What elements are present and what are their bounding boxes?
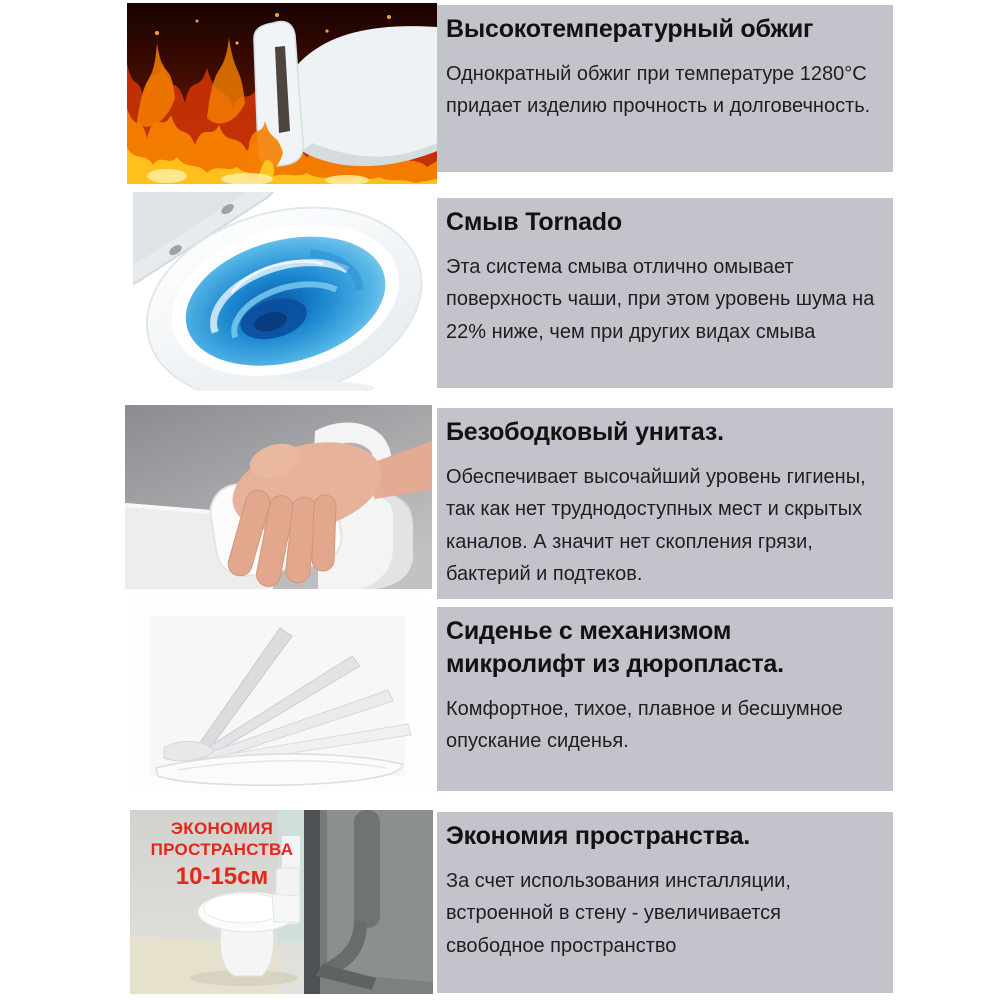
feature-panel-rimless: [437, 408, 893, 599]
feature-panel-space-saving: [437, 812, 893, 993]
feature-heading: Сиденье с механизмом микролифт из дюропласта.: [446, 617, 784, 678]
feature-body: Эта система смыва отлично омывает поверхность чаши, при этом уровень шума на 22% ниже, чем при других видах смыва: [446, 256, 875, 343]
caption-line: ЭКОНОМИЯ: [170, 819, 274, 838]
feature-heading: Экономия пространства.: [446, 822, 751, 850]
firing-image: [127, 3, 437, 184]
toilet-in-fire-illustration: [127, 3, 437, 184]
space-saving-image: [130, 810, 433, 994]
feature-heading: Безободковый унитаз.: [446, 418, 724, 446]
feature-body: Обеспечивает высочайший уровень гигиены, так как нет труднодоступных мест и скрытых каналов. А значит нет скопления грязи, бактерий и подтеков.: [446, 466, 866, 586]
soft-close-seat-image: [130, 598, 425, 792]
feature-body: Однократный обжиг при температуре 1280°C придает изделию прочность и долговечность.: [446, 63, 871, 118]
tornado-flush-image: [133, 192, 432, 391]
feature-heading: Высокотемпературный обжиг: [446, 15, 814, 43]
rimless-wipe-image: [125, 405, 432, 589]
feature-panel-firing: [437, 5, 893, 172]
seat-microlift-illustration: [130, 598, 425, 792]
tornado-bowl-illustration: [133, 192, 432, 391]
rim-wipe-illustration: [125, 405, 432, 589]
feature-body: За счет использования инсталляции, встроенной в стену - увеличивается свободное пространство: [446, 870, 791, 957]
space-saving-caption: [146, 818, 298, 892]
caption-line: 10-15см: [175, 862, 269, 890]
feature-body: Комфортное, тихое, плавное и бесшумное опускание сиденья.: [446, 698, 843, 753]
feature-panel-tornado: [437, 198, 893, 388]
feature-panel-seat: [437, 607, 893, 791]
caption-line: ПРОСТРАНСТВА: [150, 840, 294, 860]
feature-heading: Смыв Tornado: [446, 208, 622, 236]
